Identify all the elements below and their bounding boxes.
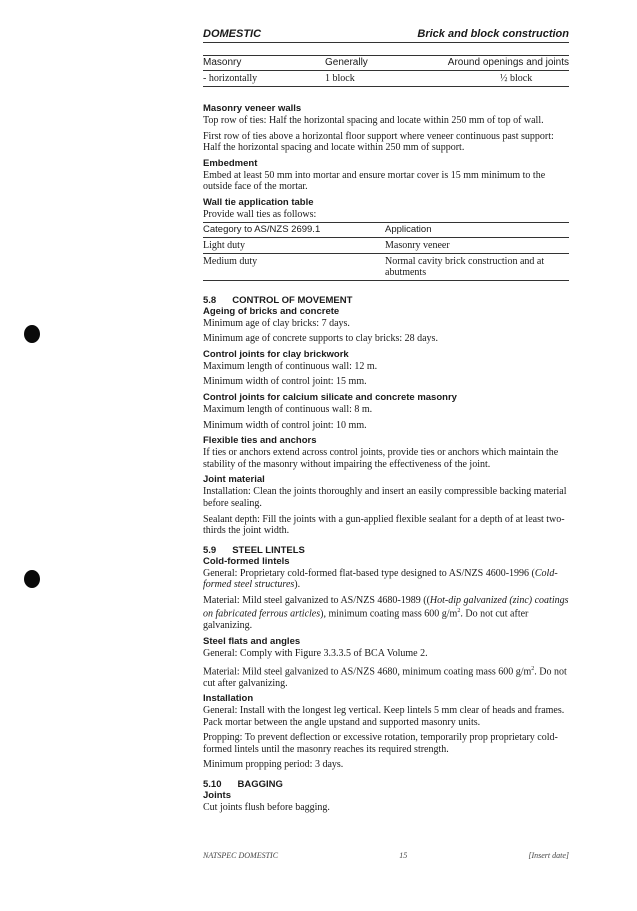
table-header-cell: Application xyxy=(385,222,569,237)
subsection-heading: Control joints for clay brickwork xyxy=(203,348,349,360)
header-right: Brick and block construction xyxy=(417,28,569,40)
table-cell: Normal cavity brick construction and at abutments xyxy=(385,253,569,280)
subsection-heading: Masonry veneer walls xyxy=(203,103,302,114)
document-page xyxy=(203,28,569,818)
table-cell: Masonry veneer xyxy=(385,237,569,253)
table-header-row xyxy=(203,56,569,71)
section-title: STEEL LINTELS xyxy=(232,544,305,556)
subsection-heading: Cold-formed lintels xyxy=(203,555,290,567)
paragraph: Minimum age of concrete supports to clay bricks: 28 days. xyxy=(203,333,438,345)
paragraph: First row of ties above a horizontal floor support where veneer continuous past support: Half the horizontal spacing and locate within 250 mm of support. xyxy=(203,130,554,154)
subsection-heading: Embedment xyxy=(203,157,258,169)
italic-title: Cold-formed steel structures xyxy=(203,567,558,591)
footer-left: NATSPEC DOMESTIC xyxy=(203,851,279,860)
table-cell: ½ block xyxy=(378,71,569,87)
table-cell: Medium duty xyxy=(203,253,385,280)
table-row xyxy=(203,253,569,280)
section-heading-5-9 xyxy=(203,545,569,556)
table-header-cell: Category to AS/NZS 2699.1 xyxy=(203,222,385,237)
table-header-cell: Masonry xyxy=(203,56,325,71)
subsection-heading: Installation xyxy=(203,693,254,705)
subsection-heading: Steel flats and angles xyxy=(203,635,301,647)
page-header xyxy=(203,28,569,43)
paragraph: Cut joints flush before bagging. xyxy=(203,802,330,814)
section-title: BAGGING xyxy=(237,779,283,791)
tie-spacing-table xyxy=(203,55,569,87)
text-run: ), minimum coating mass 600 g/m xyxy=(320,608,458,620)
paragraph xyxy=(203,664,569,690)
header-left: DOMESTIC xyxy=(203,28,262,40)
page-number: 15 xyxy=(399,851,408,860)
punch-hole-top xyxy=(24,325,40,343)
text-run: ). xyxy=(294,579,301,591)
subsection-heading: Wall tie application table xyxy=(203,196,314,208)
table-row xyxy=(203,237,569,253)
subsection-heading: Control joints for calcium silicate and concrete masonry xyxy=(203,391,457,403)
subsection-heading: Joints xyxy=(203,790,231,802)
paragraph: Maximum length of continuous wall: 8 m. xyxy=(203,403,373,415)
paragraph xyxy=(203,568,569,591)
superscript: 2 xyxy=(457,608,461,615)
paragraph: Embed at least 50 mm into mortar and ensure mortar cover is 15 mm minimum to the outside face of the mortar. xyxy=(203,169,546,193)
paragraph: General: Comply with Figure 3.3.3.5 of BCA Volume 2. xyxy=(203,647,428,659)
table-header-row xyxy=(203,222,569,237)
paragraph: Installation: Clean the joints thoroughly and insert an easily compressible backing material before sealing. xyxy=(203,486,567,509)
punch-hole-bottom xyxy=(24,570,40,588)
section-number: 5.9 xyxy=(203,544,217,556)
table-header-cell: Around openings and joints xyxy=(378,56,569,71)
paragraph: Minimum propping period: 3 days. xyxy=(203,759,344,771)
footer-right: [Insert date] xyxy=(528,851,569,860)
section-number: 5.10 xyxy=(203,779,222,791)
text-run: Material: Mild steel galvanized to AS/NZS 4680, minimum coating mass 600 g/m xyxy=(203,665,532,677)
paragraph: Propping: To prevent deflection or excessive rotation, temporarily prop proprietary cold-formed lintels until the masonry reaches its required strength. xyxy=(203,732,558,755)
superscript: 2 xyxy=(531,665,535,672)
section-heading-5-10 xyxy=(203,779,569,790)
table-cell: 1 block xyxy=(325,71,378,87)
section-title: CONTROL OF MOVEMENT xyxy=(232,294,353,306)
wall-tie-table xyxy=(203,222,569,281)
paragraph: If ties or anchors extend across control joints, provide ties or anchors which maintain the stability of the masonry without impairing the effectiveness of the joint. xyxy=(203,447,559,470)
paragraph: Minimum age of clay bricks: 7 days. xyxy=(203,317,350,329)
paragraph: Minimum width of control joint: 10 mm. xyxy=(203,419,367,431)
section-heading-5-8 xyxy=(203,295,569,306)
section-number: 5.8 xyxy=(203,294,217,306)
table-cell: Light duty xyxy=(203,237,385,253)
table-row xyxy=(203,71,569,87)
paragraph: Top row of ties: Half the horizontal spacing and locate within 250 mm of top of wall. xyxy=(203,115,544,126)
paragraph xyxy=(203,595,569,632)
subsection-heading: Joint material xyxy=(203,474,265,486)
paragraph: Provide wall ties as follows: xyxy=(203,208,317,220)
page-footer xyxy=(203,851,569,860)
text-run: . Do not cut after galvanizing. xyxy=(203,608,529,632)
text-run: General: Proprietary cold-formed flat-based type designed to AS/NZS 4600-1996 ( xyxy=(203,567,535,579)
paragraph: Maximum length of continuous wall: 12 m. xyxy=(203,360,378,372)
italic-title: Hot-dip galvanized (zinc) coatings on fabricated ferrous articles xyxy=(203,594,569,620)
paragraph: Minimum width of control joint: 15 mm. xyxy=(203,376,367,388)
text-run: Material: Mild steel galvanized to AS/NZS 4680-1989 (( xyxy=(203,594,430,606)
subsection-heading: Ageing of bricks and concrete xyxy=(203,305,340,317)
table-cell: - horizontally xyxy=(203,71,325,87)
paragraph: Sealant depth: Fill the joints with a gun-applied flexible sealant for a depth of at least two-thirds the joint width. xyxy=(203,513,565,537)
table-header-cell: Generally xyxy=(325,56,378,71)
text-run: . Do not cut after galvanizing. xyxy=(203,665,567,689)
paragraph: General: Install with the longest leg vertical. Keep lintels 5 mm clear of heads and frames. Pack mortar between the angle upstand and supported masonry units. xyxy=(203,705,565,728)
subsection-heading: Flexible ties and anchors xyxy=(203,435,317,447)
